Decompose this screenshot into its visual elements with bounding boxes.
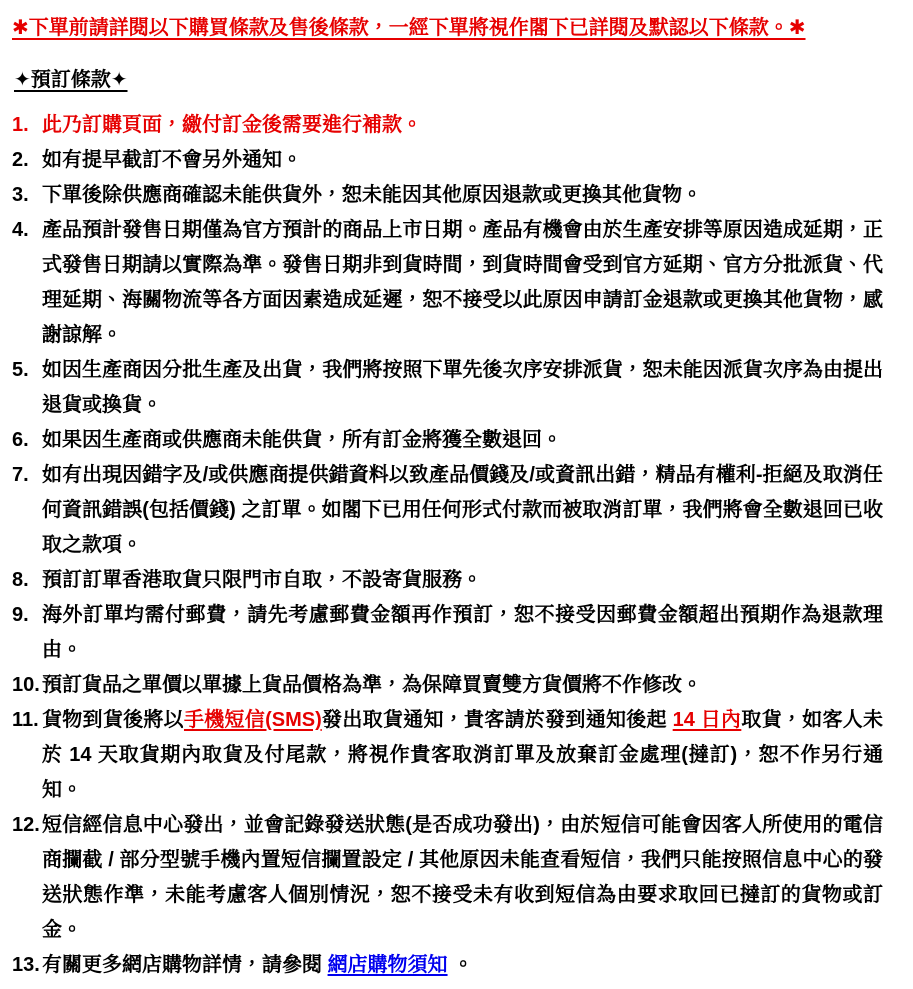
term-number: 6. <box>12 429 29 451</box>
term-text <box>42 458 883 563</box>
term-item <box>12 598 883 668</box>
term-item <box>12 808 883 948</box>
text-segment: 發出取貨通知，貴客請於發到通知後起 <box>321 709 673 731</box>
term-text <box>42 108 883 143</box>
text-segment: 短信經信息中心發出，並會記錄發送狀態(是否成功發出)，由於短信可能會因客人所使用的電信商攔截 / 部分型號手機內置短信攔置設定 / 其他原因未能查看短信，我們只能按照信息中心的發送狀態作準，未能考慮客人個別情況，恕不接受未有收到短信為由要求取回已撻訂的貨物或訂金。 <box>42 814 883 941</box>
term-text <box>42 178 883 213</box>
term-text <box>42 598 883 668</box>
term-text <box>42 353 883 423</box>
term-number: 11. <box>12 709 39 731</box>
term-item <box>12 948 883 983</box>
term-item <box>12 108 883 143</box>
text-segment: 如果因生產商或供應商未能供貨，所有訂金將獲全數退回。 <box>42 429 562 451</box>
term-number: 10. <box>12 674 40 696</box>
term-number: 12. <box>12 814 40 836</box>
text-segment: 如有出現因錯字及/或供應商提供錯資料以致產品價錢及/或資訊出錯，精品有權利-拒絕及取消任何資訊錯誤(包括價錢) 之訂單。如閣下已用任何形式付款而被取消訂單，我們將會全數退回已收取之款項。 <box>42 464 883 556</box>
term-text <box>42 213 883 353</box>
terms-list <box>12 108 883 983</box>
term-text <box>42 423 883 458</box>
text-segment: 如有提早截訂不會另外通知。 <box>42 149 302 171</box>
section-heading-preorder-terms: ✦預訂條款✦ <box>14 69 128 91</box>
term-item <box>12 178 883 213</box>
term-text <box>42 703 883 808</box>
term-number: 2. <box>12 149 29 171</box>
text-segment: 下單後除供應商確認未能供貨外，恕未能因其他原因退款或更換其他貨物。 <box>42 184 702 206</box>
text-segment: 貨物到貨後將以 <box>42 709 184 731</box>
term-text <box>42 563 883 598</box>
store-shopping-notice-link[interactable]: 網店購物須知 <box>327 954 448 976</box>
term-item <box>12 668 883 703</box>
term-item <box>12 423 883 458</box>
term-number: 7. <box>12 464 29 486</box>
term-number: 5. <box>12 359 29 381</box>
text-segment: 預訂訂單香港取貨只限門市自取，不設寄貨服務。 <box>42 569 482 591</box>
text-segment: 產品預計發售日期僅為官方預計的商品上市日期。產品有機會由於生產安排等原因造成延期，正式發售日期請以實際為準。發售日期非到貨時間，到貨時間會受到官方延期、官方分批派貨、代理延期、海關物流等各方面因素造成延遲，恕不接受以此原因申請訂金退款或更換其他貨物，感謝諒解。 <box>42 219 883 346</box>
term-item <box>12 458 883 563</box>
text-segment: 取貨，如客人未於 14 天取貨期內取貨及付尾款，將視作貴客取消訂單及放棄訂金處理(撻訂)，恕不作另行通知。 <box>42 709 884 801</box>
text-segment: 。 <box>447 954 474 976</box>
term-number: 3. <box>12 184 29 206</box>
highlighted-phrase: 手機短信(SMS) <box>183 709 322 731</box>
text-segment: 海外訂單均需付郵費，請先考慮郵費金額再作預訂，恕不接受因郵費金額超出預期作為退款理由。 <box>42 604 883 661</box>
term-text <box>42 668 883 703</box>
text-segment: 有關更多網店購物詳情，請參閱 <box>42 954 328 976</box>
term-number: 9. <box>12 604 29 626</box>
term-text <box>42 808 883 948</box>
term-number: 13. <box>12 954 40 976</box>
term-number: 8. <box>12 569 29 591</box>
term-text <box>42 143 883 178</box>
term-text <box>42 948 883 983</box>
term-item <box>12 703 883 808</box>
term-item <box>12 353 883 423</box>
term-item <box>12 213 883 353</box>
term-item <box>12 143 883 178</box>
term-number: 1. <box>12 114 29 136</box>
highlighted-phrase: 14 日內 <box>672 709 742 731</box>
text-segment: 預訂貨品之單價以單據上貨品價格為準，為保障買賣雙方貨價將不作修改。 <box>42 674 702 696</box>
text-segment: 此乃訂購頁面，繳付訂金後需要進行補款。 <box>42 114 422 136</box>
pre-order-warning-banner: ✱下單前請詳閱以下購買條款及售後條款，一經下單將視作閣下已詳閱及默認以下條款。✱ <box>12 17 806 39</box>
text-segment: 如因生產商因分批生產及出貨，我們將按照下單先後次序安排派貨，恕未能因派貨次序為由提出退貨或換貨。 <box>42 359 883 416</box>
term-number: 4. <box>12 219 29 241</box>
term-item <box>12 563 883 598</box>
